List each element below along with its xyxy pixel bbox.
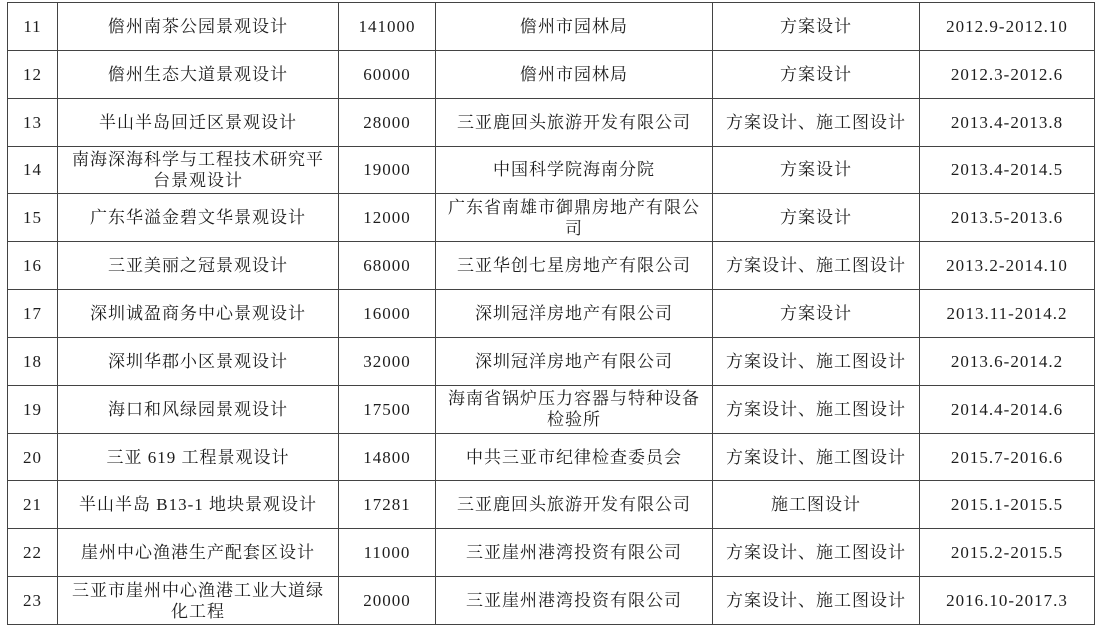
cell-project-name: 海口和风绿园景观设计 <box>58 385 339 433</box>
cell-project-name: 深圳诚盈商务中心景观设计 <box>58 290 339 338</box>
cell-row-number: 15 <box>8 194 58 242</box>
cell-row-number: 13 <box>8 98 58 146</box>
cell-amount: 14800 <box>339 433 436 481</box>
cell-project-name: 儋州生态大道景观设计 <box>58 50 339 98</box>
cell-row-number: 18 <box>8 337 58 385</box>
cell-client: 广东省南雄市御鼎房地产有限公司 <box>436 194 713 242</box>
cell-amount: 12000 <box>339 194 436 242</box>
cell-period: 2013.4-2013.8 <box>920 98 1095 146</box>
cell-design-scope: 方案设计、施工图设计 <box>713 242 920 290</box>
cell-period: 2014.4-2014.6 <box>920 385 1095 433</box>
cell-design-scope: 方案设计、施工图设计 <box>713 98 920 146</box>
cell-period: 2013.4-2014.5 <box>920 146 1095 194</box>
cell-row-number: 12 <box>8 50 58 98</box>
cell-design-scope: 方案设计、施工图设计 <box>713 529 920 577</box>
cell-project-name: 广东华溢金碧文华景观设计 <box>58 194 339 242</box>
table-row <box>8 481 1095 529</box>
cell-amount: 141000 <box>339 3 436 51</box>
cell-period: 2015.1-2015.5 <box>920 481 1095 529</box>
table-row <box>8 385 1095 433</box>
cell-project-name: 三亚美丽之冠景观设计 <box>58 242 339 290</box>
cell-amount: 60000 <box>339 50 436 98</box>
cell-amount: 19000 <box>339 146 436 194</box>
cell-design-scope: 施工图设计 <box>713 481 920 529</box>
cell-client: 中共三亚市纪律检查委员会 <box>436 433 713 481</box>
table-row <box>8 577 1095 625</box>
cell-project-name: 儋州南茶公园景观设计 <box>58 3 339 51</box>
cell-period: 2013.2-2014.10 <box>920 242 1095 290</box>
cell-client: 三亚鹿回头旅游开发有限公司 <box>436 98 713 146</box>
cell-amount: 28000 <box>339 98 436 146</box>
table-row <box>8 337 1095 385</box>
cell-period: 2015.2-2015.5 <box>920 529 1095 577</box>
cell-row-number: 20 <box>8 433 58 481</box>
cell-period: 2015.7-2016.6 <box>920 433 1095 481</box>
cell-client: 三亚鹿回头旅游开发有限公司 <box>436 481 713 529</box>
cell-amount: 68000 <box>339 242 436 290</box>
cell-design-scope: 方案设计、施工图设计 <box>713 337 920 385</box>
cell-period: 2012.9-2012.10 <box>920 3 1095 51</box>
cell-design-scope: 方案设计 <box>713 290 920 338</box>
cell-design-scope: 方案设计 <box>713 194 920 242</box>
projects-table <box>7 2 1095 625</box>
cell-row-number: 17 <box>8 290 58 338</box>
cell-row-number: 11 <box>8 3 58 51</box>
table-row <box>8 290 1095 338</box>
cell-period: 2016.10-2017.3 <box>920 577 1095 625</box>
cell-design-scope: 方案设计、施工图设计 <box>713 433 920 481</box>
cell-amount: 17500 <box>339 385 436 433</box>
table-row <box>8 529 1095 577</box>
cell-client: 海南省锅炉压力容器与特种设备检验所 <box>436 385 713 433</box>
cell-client: 深圳冠洋房地产有限公司 <box>436 337 713 385</box>
cell-project-name: 三亚市崖州中心渔港工业大道绿化工程 <box>58 577 339 625</box>
cell-client: 中国科学院海南分院 <box>436 146 713 194</box>
cell-row-number: 21 <box>8 481 58 529</box>
cell-project-name: 半山半岛 B13-1 地块景观设计 <box>58 481 339 529</box>
cell-design-scope: 方案设计、施工图设计 <box>713 385 920 433</box>
table-row <box>8 242 1095 290</box>
cell-period: 2013.5-2013.6 <box>920 194 1095 242</box>
cell-row-number: 22 <box>8 529 58 577</box>
table-row <box>8 50 1095 98</box>
cell-design-scope: 方案设计 <box>713 3 920 51</box>
table-row <box>8 146 1095 194</box>
cell-project-name: 三亚 619 工程景观设计 <box>58 433 339 481</box>
cell-project-name: 崖州中心渔港生产配套区设计 <box>58 529 339 577</box>
cell-period: 2012.3-2012.6 <box>920 50 1095 98</box>
cell-client: 三亚崖州港湾投资有限公司 <box>436 577 713 625</box>
cell-row-number: 16 <box>8 242 58 290</box>
cell-amount: 16000 <box>339 290 436 338</box>
cell-amount: 32000 <box>339 337 436 385</box>
cell-amount: 20000 <box>339 577 436 625</box>
cell-amount: 11000 <box>339 529 436 577</box>
cell-design-scope: 方案设计 <box>713 146 920 194</box>
table-row <box>8 194 1095 242</box>
cell-client: 三亚华创七星房地产有限公司 <box>436 242 713 290</box>
cell-design-scope: 方案设计 <box>713 50 920 98</box>
table-row <box>8 98 1095 146</box>
table-row <box>8 3 1095 51</box>
cell-period: 2013.6-2014.2 <box>920 337 1095 385</box>
cell-project-name: 南海深海科学与工程技术研究平台景观设计 <box>58 146 339 194</box>
cell-project-name: 半山半岛回迁区景观设计 <box>58 98 339 146</box>
cell-project-name: 深圳华郡小区景观设计 <box>58 337 339 385</box>
table-body <box>8 3 1095 625</box>
cell-client: 深圳冠洋房地产有限公司 <box>436 290 713 338</box>
cell-row-number: 19 <box>8 385 58 433</box>
cell-client: 儋州市园林局 <box>436 50 713 98</box>
cell-amount: 17281 <box>339 481 436 529</box>
cell-design-scope: 方案设计、施工图设计 <box>713 577 920 625</box>
cell-client: 儋州市园林局 <box>436 3 713 51</box>
cell-period: 2013.11-2014.2 <box>920 290 1095 338</box>
document-page <box>7 2 1095 625</box>
cell-row-number: 23 <box>8 577 58 625</box>
table-row <box>8 433 1095 481</box>
cell-row-number: 14 <box>8 146 58 194</box>
cell-client: 三亚崖州港湾投资有限公司 <box>436 529 713 577</box>
